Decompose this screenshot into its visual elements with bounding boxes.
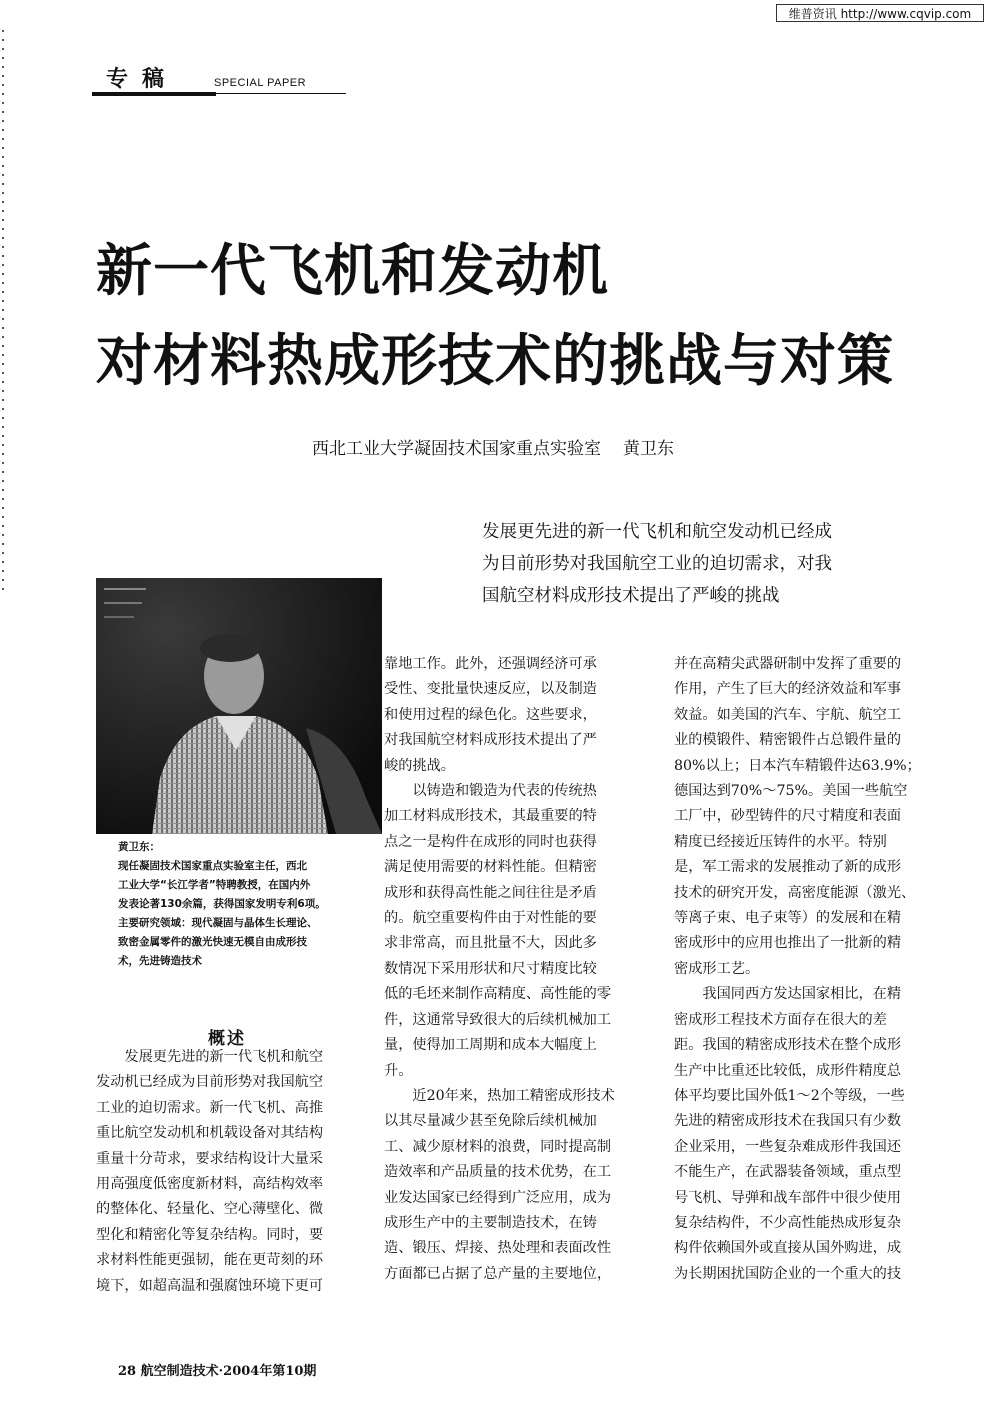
text-line: 重量十分苛求，要求结构设计大量采 xyxy=(96,1150,324,1167)
text-line: 密成形工程技术方面存在很大的差 xyxy=(674,1011,887,1028)
text-line: 造效率和产品质量的技术优势，在工 xyxy=(384,1164,612,1181)
affiliation xyxy=(312,434,674,459)
text-line: 技术的研究开发，高密度能源（激光、 xyxy=(674,884,916,901)
body-column-1 xyxy=(96,1045,366,1299)
text-line: 是，军工需求的发展推动了新的成形 xyxy=(674,859,902,876)
text-line: 密成形中的应用也推出了一批新的精 xyxy=(674,935,902,952)
text-line: 近20年来，热加工精密成形技术 xyxy=(384,1087,615,1104)
text-line: 并在高精尖武器研制中发挥了重要的 xyxy=(674,656,902,672)
text-line: 点之一是构件在成形的同时也获得 xyxy=(384,833,597,850)
text-line: 构件依赖国外或直接从国外购进，成 xyxy=(674,1240,902,1257)
text-line: 加工材料成形技术，其最重要的特 xyxy=(384,808,597,825)
abstract xyxy=(482,516,902,612)
text-line: 精度已经接近压铸件的水平。特别 xyxy=(674,833,887,850)
text-line: 求材料性能更强韧，能在更苛刻的环 xyxy=(96,1252,324,1269)
overview-heading: 概述 xyxy=(208,1029,246,1049)
text-line: 成形生产中的主要制造技术，在铸 xyxy=(384,1214,597,1231)
text-line: 用高强度低密度新材料，高结构效率 xyxy=(96,1176,324,1193)
section-rule-thin xyxy=(216,93,346,94)
text-line: 业发达国家已经得到广泛应用，成为 xyxy=(384,1189,612,1206)
author-portrait-photo xyxy=(96,578,382,834)
text-line: 峻的挑战。 xyxy=(384,757,455,774)
abstract-line: 为目前形势对我国航空工业的迫切需求，对我 xyxy=(482,554,832,574)
abstract-line: 国航空材料成形技术提出了严峻的挑战 xyxy=(482,586,780,606)
text-line: 成形和获得高性能之间往往是矛盾 xyxy=(384,884,597,901)
text-line: 和使用过程的绿色化。这些要求， xyxy=(384,706,597,723)
text-line: 型化和精密化等复杂结构。同时，要 xyxy=(96,1226,324,1243)
text-line: 为长期困扰国防企业的一个重大的技 xyxy=(674,1265,902,1282)
text-line: 生产中比重还比较低，成形件精度总 xyxy=(674,1062,902,1079)
text-line: 工厂中，砂型铸件的尺寸精度和表面 xyxy=(674,808,902,825)
text-line: 先进的精密成形技术在我国只有少数 xyxy=(674,1113,902,1130)
text-line: 满足使用需要的材料性能。但精密 xyxy=(384,859,597,876)
page-footer: 28 航空制造技术·2004年第10期 xyxy=(118,1364,317,1379)
watermark: 维普资讯 http://www.cqvip.com xyxy=(776,4,984,22)
text-line: 工业的迫切需求。新一代飞机、高推 xyxy=(96,1099,324,1116)
text-line: 业的模锻件、精密锻件占总锻件量的 xyxy=(674,732,902,749)
title-line-1: 新一代飞机和发动机 xyxy=(96,239,609,304)
institution: 西北工业大学凝固技术国家重点实验室 xyxy=(312,439,601,459)
text-line: 造、锻压、焊接、热处理和表面改性 xyxy=(384,1240,612,1257)
text-line: 境下，如超高温和强腐蚀环境下更可 xyxy=(96,1277,324,1294)
text-line: 作用，产生了巨大的经济效益和军事 xyxy=(674,681,902,698)
text-line: 复杂结构件，不少高性能热成形复杂 xyxy=(674,1214,902,1231)
text-line: 升。 xyxy=(384,1062,413,1079)
bio-line: 发表论著130余篇，获得国家发明专利6项。 xyxy=(118,898,326,910)
section-label: 专稿 xyxy=(106,67,179,92)
text-line: 求非常高，而且批量不大，因此多 xyxy=(384,935,597,952)
author-bio xyxy=(118,838,384,971)
text-line: 件，这通常导致很大的后续机械加工 xyxy=(384,1011,612,1028)
bio-line: 现任凝固技术国家重点实验室主任，西北 xyxy=(118,860,307,872)
author-name: 黄卫东 xyxy=(623,439,674,459)
text-line: 低的毛坯来制作高精度、高性能的零 xyxy=(384,986,612,1003)
text-line: 不能生产，在武器装备领域，重点型 xyxy=(674,1164,902,1181)
title-line-2: 对材料热成形技术的挑战与对策 xyxy=(96,329,894,394)
text-line: 的整体化、轻量化、空心薄壁化、微 xyxy=(96,1201,324,1218)
text-line: 方面都已占据了总产量的主要地位， xyxy=(384,1265,612,1282)
body-column-2 xyxy=(384,652,656,1287)
text-line: 密成形工艺。 xyxy=(674,960,760,977)
section-sub: SPECIAL PAPER xyxy=(214,77,307,89)
text-line: 以铸造和锻造为代表的传统热 xyxy=(384,783,597,800)
body-column-3 xyxy=(674,652,940,1287)
text-line: 重比航空发动机和机载设备对其结构 xyxy=(96,1125,324,1142)
text-line: 等离子束、电子束等）的发展和在精 xyxy=(674,910,902,927)
text-line: 企业采用，一些复杂难成形件我国还 xyxy=(674,1138,902,1155)
text-line: 德国达到70%～75%。美国一些航空 xyxy=(674,783,908,800)
text-line: 工、减少原材料的浪费，同时提高制 xyxy=(384,1138,612,1155)
text-line: 号飞机、导弹和战车部件中很少使用 xyxy=(674,1189,902,1206)
text-line: 对我国航空材料成形技术提出了严 xyxy=(384,732,597,749)
text-line: 以其尽量减少甚至免除后续机械加 xyxy=(384,1113,597,1130)
text-line: 受性、变批量快速反应，以及制造 xyxy=(384,681,597,698)
text-line: 体平均要比国外低1～2个等级，一些 xyxy=(674,1087,905,1104)
bio-line: 致密金属零件的激光快速无模自由成形技 xyxy=(118,936,307,948)
text-line: 80%以上；日本汽车精锻件达63.9%； xyxy=(674,757,921,774)
bio-line: 主要研究领域：现代凝固与晶体生长理论、 xyxy=(118,917,318,929)
bio-line: 术，先进铸造技术 xyxy=(118,955,202,967)
section-rule-thick xyxy=(92,92,216,96)
bio-line: 工业大学“长江学者”特聘教授，在国内外 xyxy=(118,879,311,891)
abstract-line: 发展更先进的新一代飞机和航空发动机已经成 xyxy=(482,522,832,542)
text-line: 的。航空重要构件由于对性能的要 xyxy=(384,910,597,927)
text-line: 我国同西方发达国家相比，在精 xyxy=(674,986,902,1003)
text-line: 效益。如美国的汽车、宇航、航空工 xyxy=(674,706,902,723)
text-line: 距。我国的精密成形技术在整个成形 xyxy=(674,1037,902,1054)
text-line: 靠地工作。此外，还强调经济可承 xyxy=(384,656,597,672)
scan-margin-dots xyxy=(2,30,4,590)
bio-line: 黄卫东： xyxy=(118,841,160,853)
text-line: 量，使得加工周期和成本大幅度上 xyxy=(384,1037,597,1054)
portrait-svg xyxy=(96,578,382,834)
text-line: 发动机已经成为目前形势对我国航空 xyxy=(96,1074,324,1091)
text-line: 数情况下采用形状和尺寸精度比较 xyxy=(384,960,597,977)
text-line: 发展更先进的新一代飞机和航空 xyxy=(96,1049,324,1065)
